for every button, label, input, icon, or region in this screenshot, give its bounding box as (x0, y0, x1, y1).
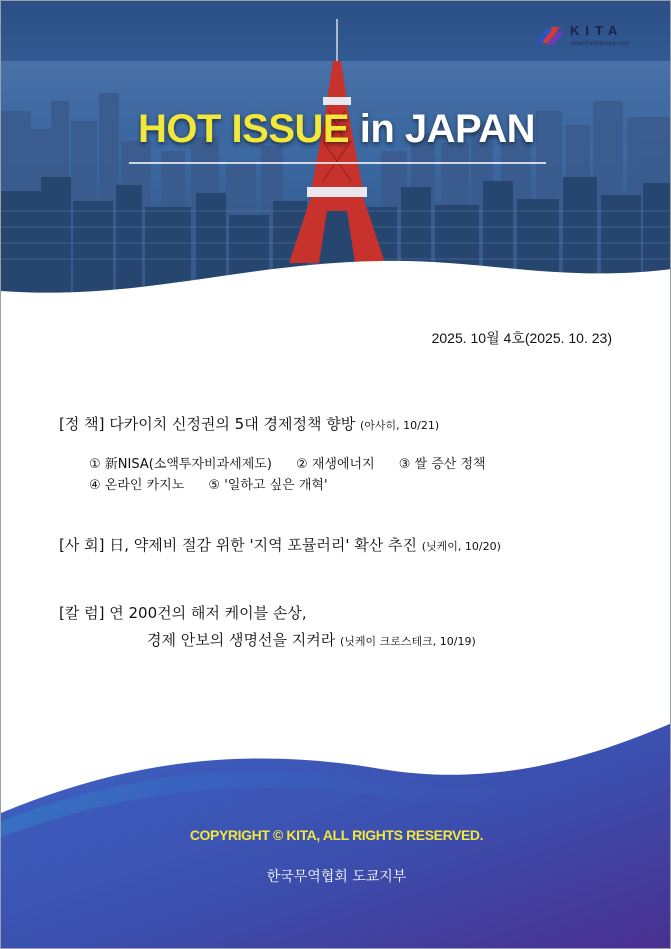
article-source: (닛케이 크로스테크, 10/19) (339, 635, 476, 648)
title-highlight: HOT ISSUE (138, 107, 350, 151)
article-headline: 다카이치 신정권의 5대 경제정책 향방 (104, 415, 360, 433)
article-headline: 日, 약제비 절감 위한 '지역 포뮬러리' 확산 추진 (104, 536, 422, 554)
list-item: ② 재생에너지 (296, 457, 375, 472)
issue-date: 2025. 10월 4호(2025. 10. 23) (431, 330, 612, 346)
article-item (59, 534, 501, 555)
kita-logo (536, 19, 648, 53)
organization-name: 한국무역협회 도쿄지부 (266, 869, 407, 885)
article-headline: 연 200건의 해저 케이블 손상, (104, 604, 307, 622)
list-item: ③ 쌀 증산 정책 (398, 457, 486, 472)
article-category: [사 회] (59, 536, 105, 554)
logo-text: KITA (570, 23, 624, 38)
article-category: [정 책] (59, 415, 105, 433)
kita-logo-mark-icon (536, 19, 564, 47)
title-rest: in JAPAN (349, 107, 535, 151)
page-title (1, 107, 671, 152)
article-item (59, 413, 439, 434)
article-headline-line2: 경제 안보의 생명선을 지켜라 (147, 631, 340, 649)
footer-wave-illustration (1, 701, 671, 949)
article-source: (닛케이, 10/20) (421, 540, 501, 553)
list-item: ① 新NISA(소액투자비과세제도) (89, 457, 272, 472)
article-item (59, 602, 307, 623)
header-banner (1, 1, 671, 301)
title-divider (129, 162, 546, 164)
logo-url: www.tradekorea.com (570, 41, 630, 47)
list-item: ⑤ '일하고 싶은 개혁' (208, 478, 328, 493)
footer-band (1, 701, 671, 949)
article-category: [칼 럼] (59, 604, 105, 622)
list-item: ④ 온라인 카지노 (89, 478, 185, 493)
article-source: (아사히, 10/21) (359, 419, 440, 432)
article-headline-continued (147, 629, 476, 650)
policy-list (89, 454, 506, 496)
copyright-notice: COPYRIGHT © KITA, ALL RIGHTS RESERVED. (189, 827, 484, 843)
